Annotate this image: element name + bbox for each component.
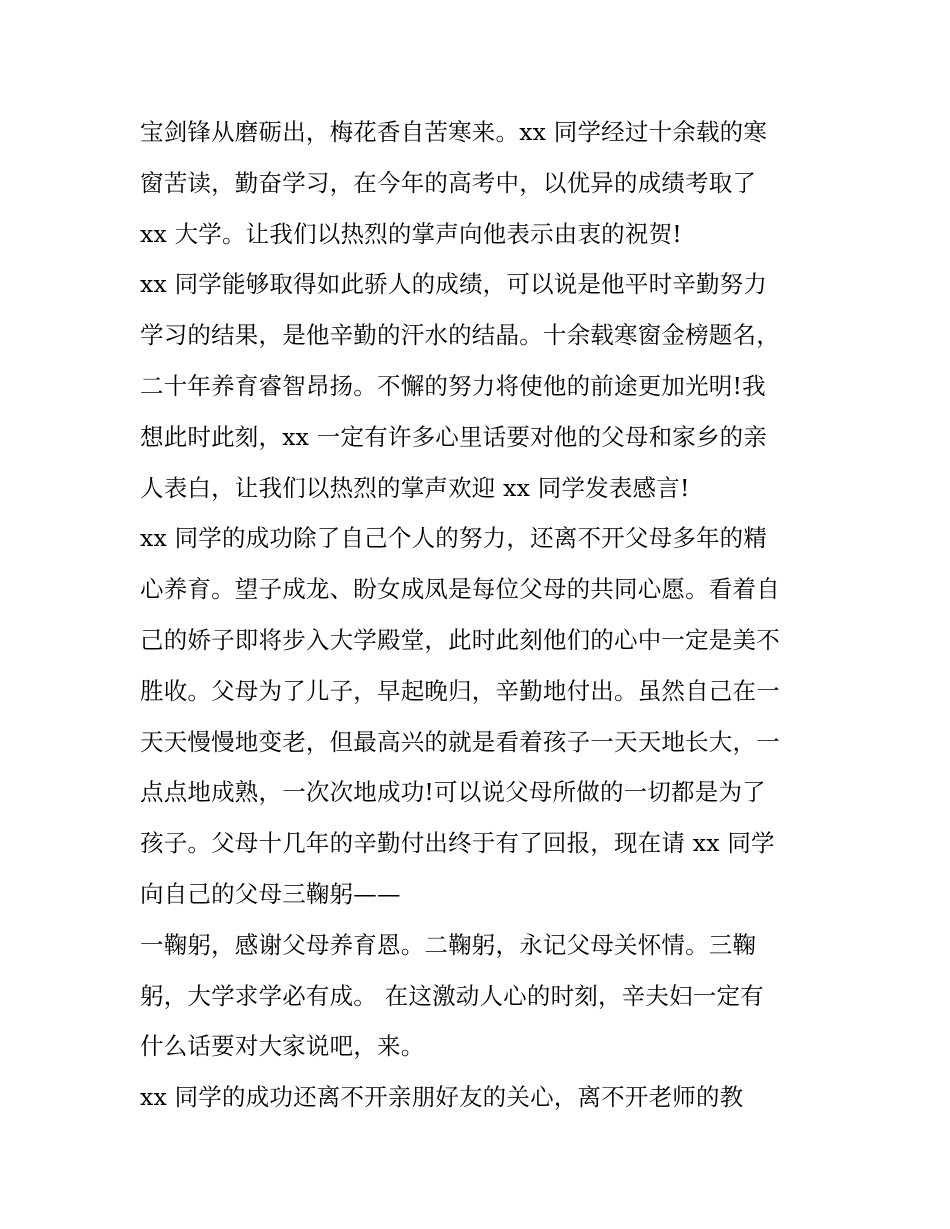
text-line: 向自己的父母三鞠躬——	[140, 879, 401, 908]
text-line: 胜收。父母为了儿子，早起晚归，辛勤地付出。虽然自己在一	[140, 676, 780, 705]
text-line: 想此时此刻，xx 一定有许多心里话要对他的父母和家乡的亲	[140, 422, 768, 451]
text-line: 己的娇子即将步入大学殿堂，此时此刻他们的心中一定是美不	[140, 625, 780, 654]
text-line: xx 大学。让我们以热烈的掌声向他表示由衷的祝贺!	[140, 219, 682, 248]
text-line: 孩子。父母十几年的辛勤付出终于有了回报，现在请 xx 同学	[140, 829, 775, 858]
text-line: 什么话要对大家说吧，来。	[140, 1032, 425, 1061]
text-line: 窗苦读，勤奋学习，在今年的高考中，以优异的成绩考取了	[140, 168, 757, 197]
text-line: 点点地成熟，一次次地成功!可以说父母所做的一切都是为了	[140, 778, 766, 807]
text-line: 人表白，让我们以热烈的掌声欢迎 xx 同学发表感言!	[140, 473, 690, 502]
text-line: xx 同学能够取得如此骄人的成绩，可以说是他平时辛勤努力	[140, 270, 768, 299]
text-line: xx 同学的成功还离不开亲朋好友的关心，离不开老师的教	[140, 1083, 744, 1112]
text-line: 心养育。望子成龙、盼女成凤是每位父母的共同心愿。看着自	[140, 575, 780, 604]
text-line: 天天慢慢地变老，但最高兴的就是看着孩子一天天地长大，一	[140, 727, 780, 756]
text-line: 宝剑锋从磨砺出，梅花香自苦寒来。xx 同学经过十余载的寒	[140, 118, 768, 146]
text-line: 二十年养育睿智昂扬。不懈的努力将使他的前途更加光明!我	[140, 371, 766, 400]
text-line: xx 同学的成功除了自己个人的努力，还离不开父母多年的精	[140, 524, 768, 553]
text-line: 躬，大学求学必有成。 在这激动人心的时刻，辛夫妇一定有	[140, 981, 764, 1010]
text-line: 学习的结果，是他辛勤的汗水的结晶。十余载寒窗金榜题名，	[140, 321, 780, 350]
text-line: 一鞠躬，感谢父母养育恩。二鞠躬，永记父母关怀情。三鞠	[140, 930, 757, 959]
document-body	[140, 107, 820, 1123]
